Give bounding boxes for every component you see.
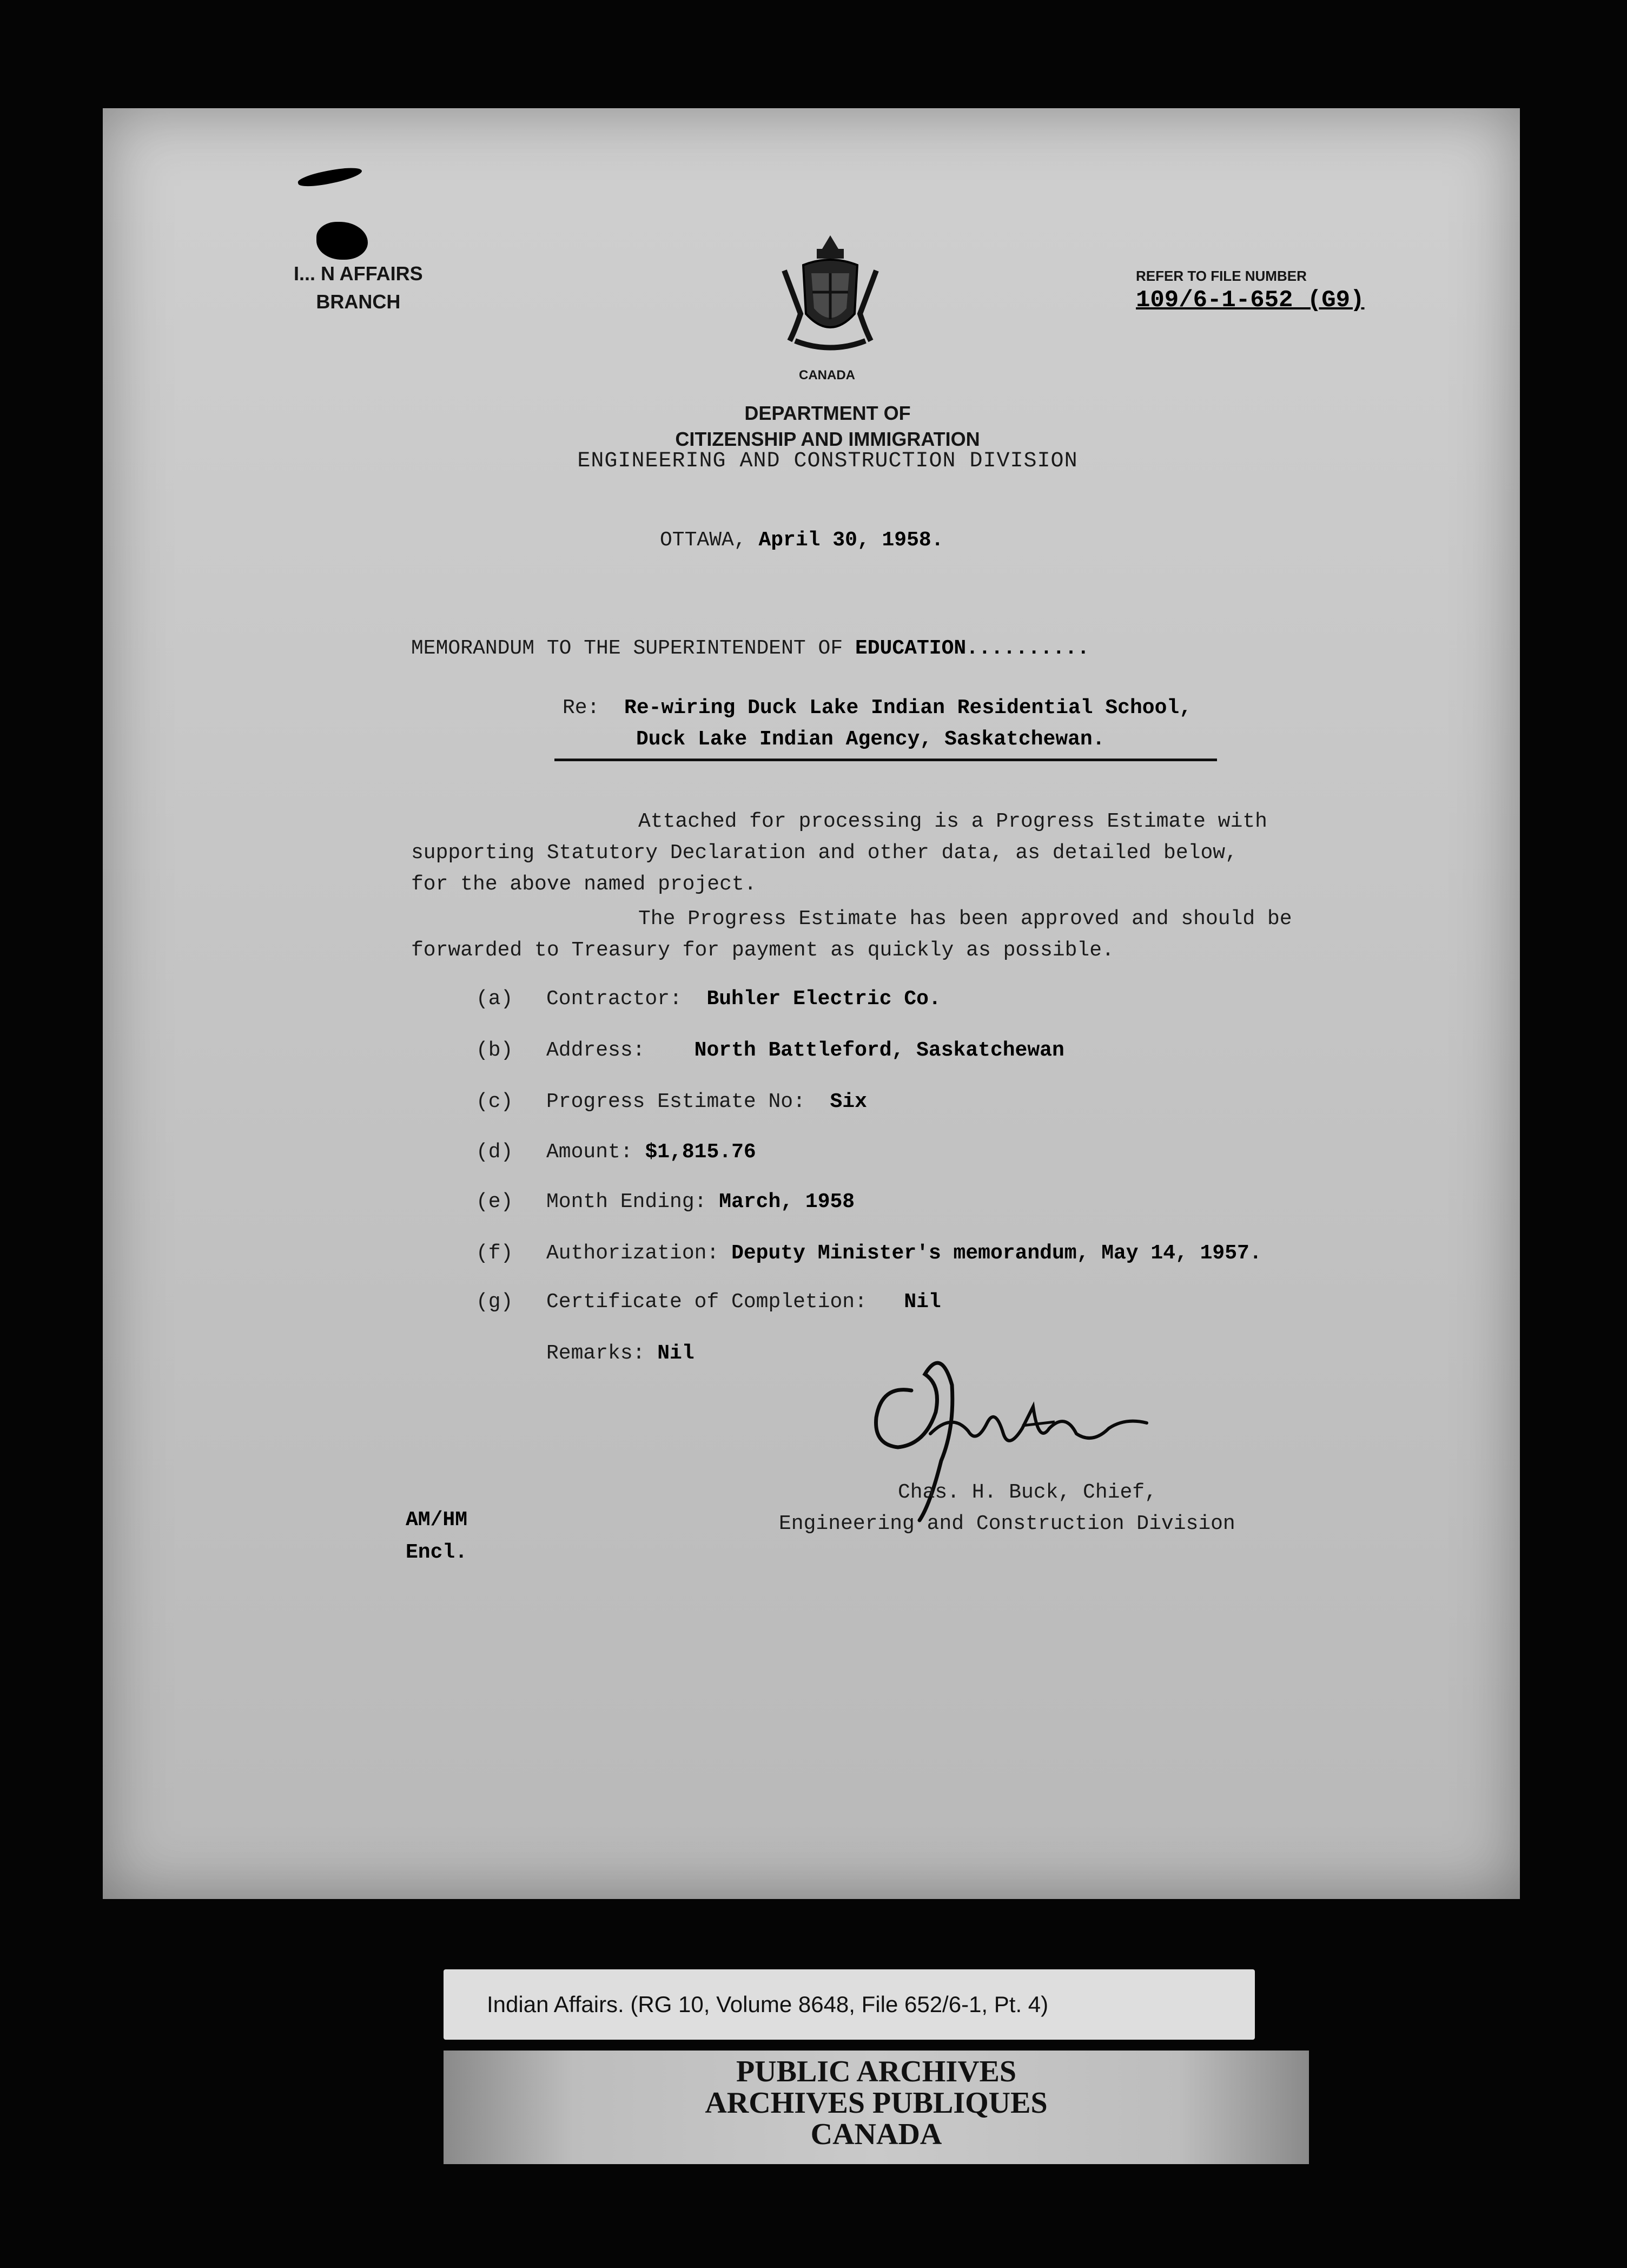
archive-reference-label: Indian Affairs. (RG 10, Volume 8648, File 652/6-1, Pt. 4) <box>444 1969 1255 2040</box>
memo-date: OTTAWA, April 30, 1958. <box>660 529 944 552</box>
subject-line-1: Re-wiring Duck Lake Indian Residential School, <box>624 696 1192 720</box>
list-item: (g) Certificate of Completion: Nil <box>476 1290 941 1314</box>
ink-blot <box>297 164 363 190</box>
subject-block: Re: Re-wiring Duck Lake Indian Residential School, Duck Lake Indian Agency, Saskatchewan. <box>563 696 1192 751</box>
date-value: April 30, 1958. <box>758 529 944 552</box>
subject-underline <box>554 759 1217 761</box>
signature-block: Chas. H. Buck, Chief, Engineering and Construction Division <box>779 1481 1235 1535</box>
memo-addressee: MEMORANDUM TO THE SUPERINTENDENT OF EDUCATION.......... <box>411 637 1090 660</box>
paragraph-1: Attached for processing is a Progress Estimate with supporting Statutory Declaration and other data, as detailed below, for the above named project. <box>411 810 1267 896</box>
coat-of-arms-icon <box>779 233 882 352</box>
list-item: (a) Contractor: Buhler Electric Co. <box>476 987 941 1011</box>
division-heading: ENGINEERING AND CONSTRUCTION DIVISION <box>577 449 1078 473</box>
list-item: (d) Amount: $1,815.76 <box>476 1140 756 1164</box>
department-heading: DEPARTMENT OF CITIZENSHIP AND IMMIGRATION <box>675 402 980 450</box>
refer-file-label: REFER TO FILE NUMBER <box>1136 268 1307 284</box>
addressee-target: EDUCATION.......... <box>855 637 1090 660</box>
list-item: (c) Progress Estimate No: Six <box>476 1090 867 1113</box>
list-item: (e) Month Ending: March, 1958 <box>476 1190 855 1214</box>
memo-page <box>103 108 1520 1899</box>
ink-blot <box>316 222 368 260</box>
canada-label: CANADA <box>799 368 855 383</box>
reference-initials: AM/HM Encl. <box>406 1508 468 1564</box>
archive-stamp: PUBLIC ARCHIVES ARCHIVES PUBLIQUES CANADA <box>444 2051 1309 2164</box>
remarks: Remarks: Nil <box>546 1342 695 1365</box>
paragraph-2: The Progress Estimate has been approved and should be forwarded to Treasury for payment as quickly as possible. <box>411 907 1292 962</box>
branch-heading: I... N AFFAIRS BRANCH <box>294 262 423 313</box>
list-item: (f) Authorization: Deputy Minister's memorandum, May 14, 1957. <box>476 1242 1262 1265</box>
list-item: (b) Address: North Battleford, Saskatchewan <box>476 1039 1064 1062</box>
subject-line-2: Duck Lake Indian Agency, Saskatchewan. <box>636 728 1105 751</box>
file-number: 109/6-1-652 (G9) <box>1136 287 1365 314</box>
